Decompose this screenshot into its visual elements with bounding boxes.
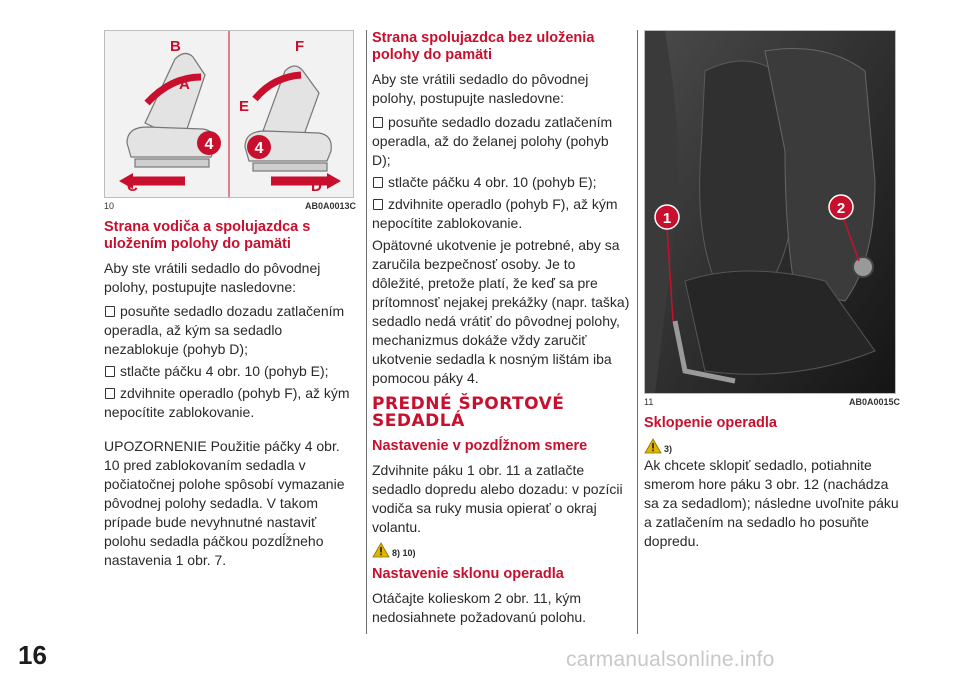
figure-number: 10 <box>104 201 115 211</box>
knob-2 <box>853 257 873 277</box>
warning-text: UPOZORNENIE Použitie páčky 4 obr. 10 pred zablokovaním sedadla v počiatočnej polohe spôsobí vymazanie pôvodnej polohy sedadla. V takom prípade bude nevyhnutné nastaviť polohu sedadla páčkou pozdĺžneho nastavenia 1 obr. 7. <box>104 438 345 568</box>
label-c: C <box>127 178 138 195</box>
bullet-item: stlačte páčku 4 obr. 10 (pohyb E); <box>372 173 630 192</box>
column-2 <box>372 30 630 632</box>
intro-text: Aby ste vrátili sedadlo do pôvodnej polohy, postupujte nasledovne: <box>104 260 321 295</box>
label-e: E <box>239 98 250 115</box>
sport-seat-illustration <box>645 31 895 393</box>
checkbox-bullet-icon <box>373 177 383 188</box>
figure-code: AB0A0013C <box>304 201 356 211</box>
figure-caption <box>644 397 900 407</box>
column-divider <box>366 30 367 634</box>
bullet-item: posuňte sedadlo dozadu zatlačením operadla, až kým sa sedadlo nezablokuje (pohyb D); <box>104 303 345 357</box>
body-text: Ak chcete sklopiť sedadlo, potiahnite smerom hore páku 3 obr. 12 (nachádza sa za sedadlom); následne uvoľnite páku a zatlačením na sedadlo ho posuňte dopredu. <box>644 457 899 549</box>
body-text: Zdvihnite páku 1 obr. 11 a zatlačte sedadlo dopredu alebo dozadu: v pozícii vodiča sa ruky musia opierať o okraj volantu. <box>372 462 623 535</box>
label-b: B <box>170 38 181 55</box>
warning-triangle-icon <box>644 438 662 454</box>
figure-number: 11 <box>644 397 654 407</box>
page-number: 16 <box>18 640 47 670</box>
figure-caption <box>104 201 356 211</box>
column-1 <box>104 30 356 575</box>
label-f: F <box>295 38 305 55</box>
subsection-heading: Nastavenie v pozdĺžnom smere <box>372 438 588 454</box>
bullet-item: zdvihnite operadlo (pohyb F), až kým nepocítite zablokovanie. <box>372 196 618 231</box>
section-heading: Sklopenie operadla <box>644 415 777 431</box>
body-text: Opätovné ukotvenie je potrebné, aby sa zaručila bezpečnosť osoby. Je to dôležité, pretože platí, že keď sa pre prítomnosť nejakej prekážky (napr. taška) sedadlo nedá vrátiť do pôvodnej polohy, mechanizmus dokáže vždy zaručiť ukotvenie sedadla k nosným lištám iba pomocou páky 4. <box>372 237 630 386</box>
sport-seat-photo <box>644 30 896 394</box>
label-d: D <box>311 178 322 195</box>
warning-reference: 3) <box>644 438 900 454</box>
bullet-item: posuňte sedadlo dozadu zatlačením operadla, až do želanej polohy (pohyb D); <box>372 114 613 168</box>
subsection-heading: Nastavenie sklonu operadla <box>372 566 564 582</box>
chapter-heading: PREDNÉ ŠPORTOVÉ SEDADLÁ <box>372 394 565 431</box>
checkbox-bullet-icon <box>105 306 115 317</box>
section-heading: Strana spolujazdca bez uloženia polohy do pamäti <box>372 30 595 63</box>
watermark: carmanualsonline.info <box>566 648 775 671</box>
column-divider <box>637 30 638 634</box>
section-heading: Strana vodiča a spolujazdca s uložením polohy do pamäti <box>104 219 311 252</box>
warning-triangle-icon <box>372 542 390 558</box>
body-text: Otáčajte kolieskom 2 obr. 11, kým nedosiahnete požadovanú polohu. <box>372 590 587 625</box>
checkbox-bullet-icon <box>373 117 383 128</box>
column-3 <box>644 30 900 556</box>
label-a: A <box>179 76 190 93</box>
svg-text:4: 4 <box>204 136 214 153</box>
svg-text:1: 1 <box>662 210 672 227</box>
seat-adjustment-figure <box>104 30 354 198</box>
figure-code: AB0A0015C <box>848 397 900 407</box>
checkbox-bullet-icon <box>105 388 115 399</box>
svg-text:2: 2 <box>836 200 846 217</box>
bullet-item: zdvihnite operadlo (pohyb F), až kým nepocítite zablokovanie. <box>104 385 350 420</box>
checkbox-bullet-icon <box>105 366 115 377</box>
svg-text:4: 4 <box>254 140 264 157</box>
seat-diagram <box>105 31 353 197</box>
checkbox-bullet-icon <box>373 199 383 210</box>
chapter-side-title <box>44 20 104 360</box>
bullet-item: stlačte páčku 4 obr. 10 (pohyb E); <box>104 362 356 381</box>
warning-reference: 8) 10) <box>372 542 630 558</box>
intro-text: Aby ste vrátili sedadlo do pôvodnej polohy, postupujte nasledovne: <box>372 71 589 106</box>
